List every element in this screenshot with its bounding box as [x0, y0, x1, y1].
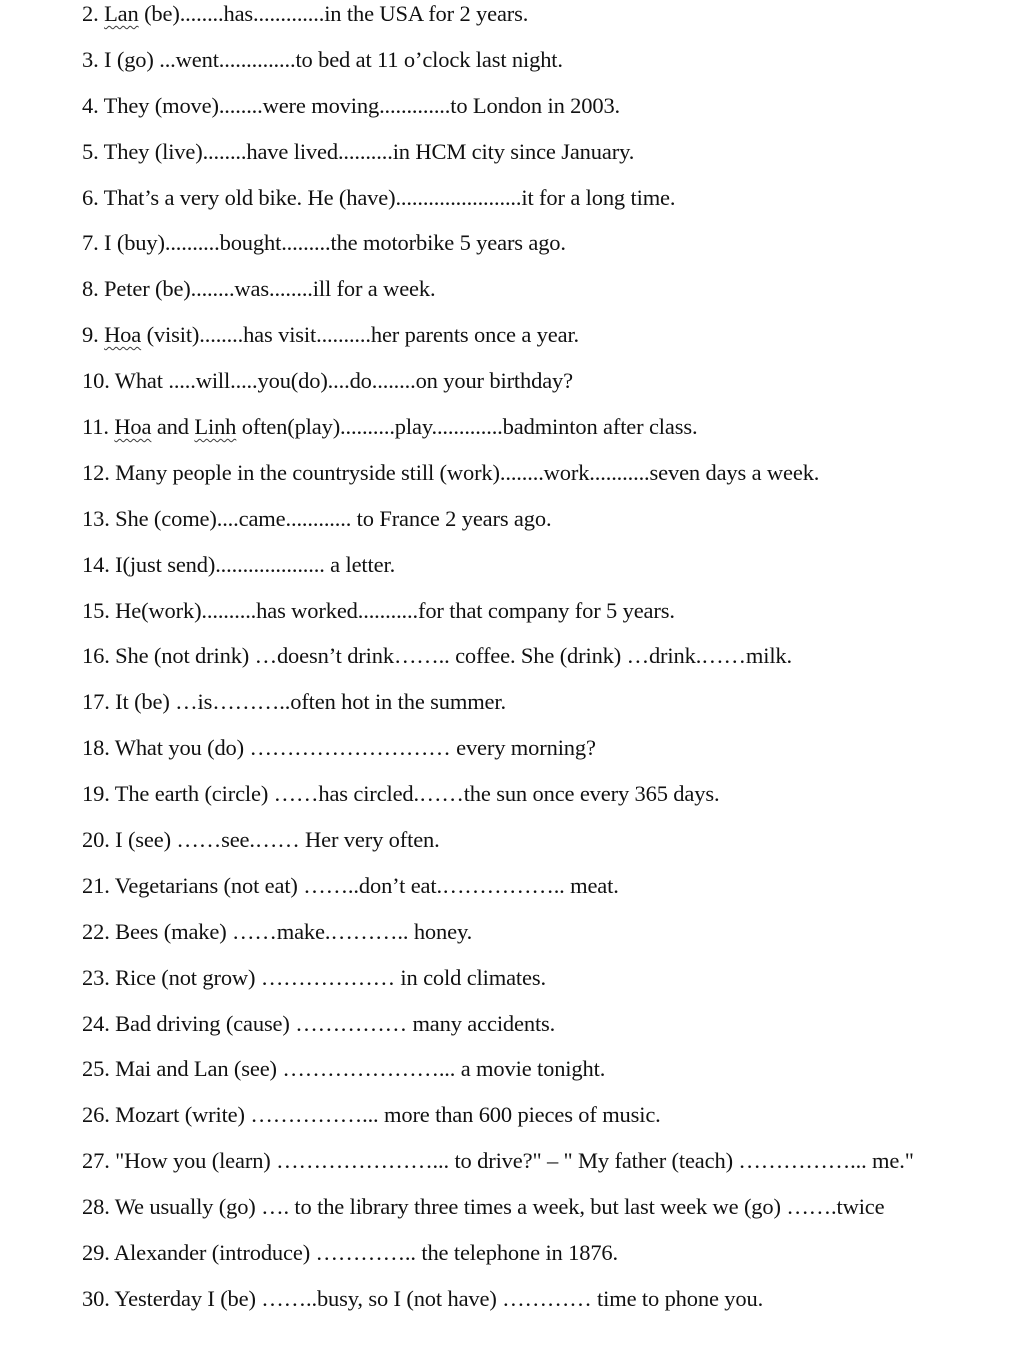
- exercise-text: 9.: [82, 322, 105, 348]
- exercise-text: 7. I (buy)..........bought.........the motorbike 5 years ago.: [82, 230, 566, 256]
- exercise-text: 24. Bad driving (cause) …………… many accidents.: [82, 1010, 556, 1036]
- exercise-line: [82, 37, 1017, 83]
- exercise-text: 29. Alexander (introduce) ………….. the telephone in 1876.: [82, 1240, 618, 1266]
- exercise-line: [82, 955, 1017, 1001]
- exercise-text: 28. We usually (go) …. to the library three times a week, but last week we (go) …….twice: [82, 1194, 885, 1220]
- exercise-line: [82, 909, 1017, 955]
- exercise-line: [82, 496, 1017, 542]
- exercise-line: [82, 0, 1017, 37]
- exercise-text: 30. Yesterday I (be) ……..busy, so I (not have) ………… time to phone you.: [82, 1285, 764, 1311]
- exercise-text: (visit)........has visit..........her parents once a year.: [141, 322, 580, 348]
- exercise-text: (be)........has.............in the USA for 2 years.: [138, 1, 529, 26]
- exercise-text: 22. Bees (make) ……make.……….. honey.: [82, 918, 473, 944]
- exercise-text: 13. She (come)....came............ to France 2 years ago.: [82, 505, 552, 531]
- exercise-line: [82, 175, 1017, 221]
- spellcheck-flagged-word: Linh: [194, 414, 237, 440]
- spellcheck-flagged-word: Lan: [104, 1, 139, 26]
- exercise-text: 4. They (move)........were moving.............to London in 2003.: [82, 92, 621, 118]
- exercise-line: [82, 220, 1017, 266]
- exercise-line: [82, 1230, 1017, 1276]
- exercise-text: 16. She (not drink) …doesn’t drink…….. coffee. She (drink) …drink.……milk.: [82, 643, 792, 669]
- exercise-list: [82, 0, 1017, 1322]
- exercise-line: [82, 83, 1017, 129]
- exercise-text: 15. He(work)..........has worked...........for that company for 5 years.: [82, 597, 675, 623]
- exercise-line: [82, 771, 1017, 817]
- exercise-text: 12. Many people in the countryside still (work)........work...........seven days a week.: [82, 459, 820, 485]
- exercise-text: 27. "How you (learn) …………………... to drive?" – " My father (teach) ……………... me.": [82, 1148, 914, 1174]
- exercise-text: and: [151, 414, 195, 440]
- exercise-text: 11.: [82, 414, 115, 440]
- exercise-text: 6. That’s a very old bike. He (have).......................it for a long time.: [82, 184, 676, 210]
- exercise-text: 2.: [82, 1, 105, 26]
- exercise-line: [82, 450, 1017, 496]
- exercise-text: 21. Vegetarians (not eat) ……..don’t eat.…………….. meat.: [82, 872, 619, 898]
- exercise-line: [82, 863, 1017, 909]
- exercise-line: [82, 679, 1017, 725]
- exercise-text: 8. Peter (be)........was........ill for a week.: [82, 276, 436, 302]
- exercise-line: [82, 1092, 1017, 1138]
- exercise-text: 3. I (go) ...went..............to bed at 11 o’clock last night.: [82, 46, 563, 72]
- exercise-text: 25. Mai and Lan (see) …………………... a movie tonight.: [82, 1056, 606, 1082]
- exercise-line: [82, 817, 1017, 863]
- spellcheck-flagged-word: Hoa: [114, 414, 152, 440]
- exercise-text: 5. They (live)........have lived..........in HCM city since January.: [82, 138, 635, 164]
- exercise-line: [82, 129, 1017, 175]
- exercise-text: 10. What .....will.....you(do)....do........on your birthday?: [82, 368, 573, 394]
- exercise-line: [82, 312, 1017, 358]
- exercise-text: 17. It (be) …is………..often hot in the summer.: [82, 689, 506, 715]
- exercise-text: 20. I (see) ……see.…… Her very often.: [82, 827, 440, 853]
- exercise-line: [82, 1184, 1017, 1230]
- exercise-line: [82, 1138, 1017, 1184]
- exercise-line: [82, 725, 1017, 771]
- exercise-text: 18. What you (do) ……………………… every morning?: [82, 735, 596, 761]
- exercise-text: 19. The earth (circle) ……has circled.……the sun once every 365 days.: [82, 781, 720, 807]
- exercise-line: [82, 404, 1017, 450]
- exercise-line: [82, 1276, 1017, 1322]
- exercise-line: [82, 633, 1017, 679]
- exercise-line: [82, 358, 1017, 404]
- exercise-line: [82, 266, 1017, 312]
- exercise-line: [82, 1046, 1017, 1092]
- exercise-line: [82, 588, 1017, 634]
- exercise-line: [82, 1001, 1017, 1047]
- exercise-text: often(play)..........play.............badminton after class.: [236, 414, 698, 440]
- exercise-line: [82, 542, 1017, 588]
- spellcheck-flagged-word: Hoa: [104, 322, 142, 348]
- exercise-text: 23. Rice (not grow) ……………… in cold climates.: [82, 964, 546, 990]
- exercise-text: 26. Mozart (write) ……………... more than 600 pieces of music.: [82, 1102, 661, 1128]
- exercise-text: 14. I(just send).................... a letter.: [82, 551, 396, 577]
